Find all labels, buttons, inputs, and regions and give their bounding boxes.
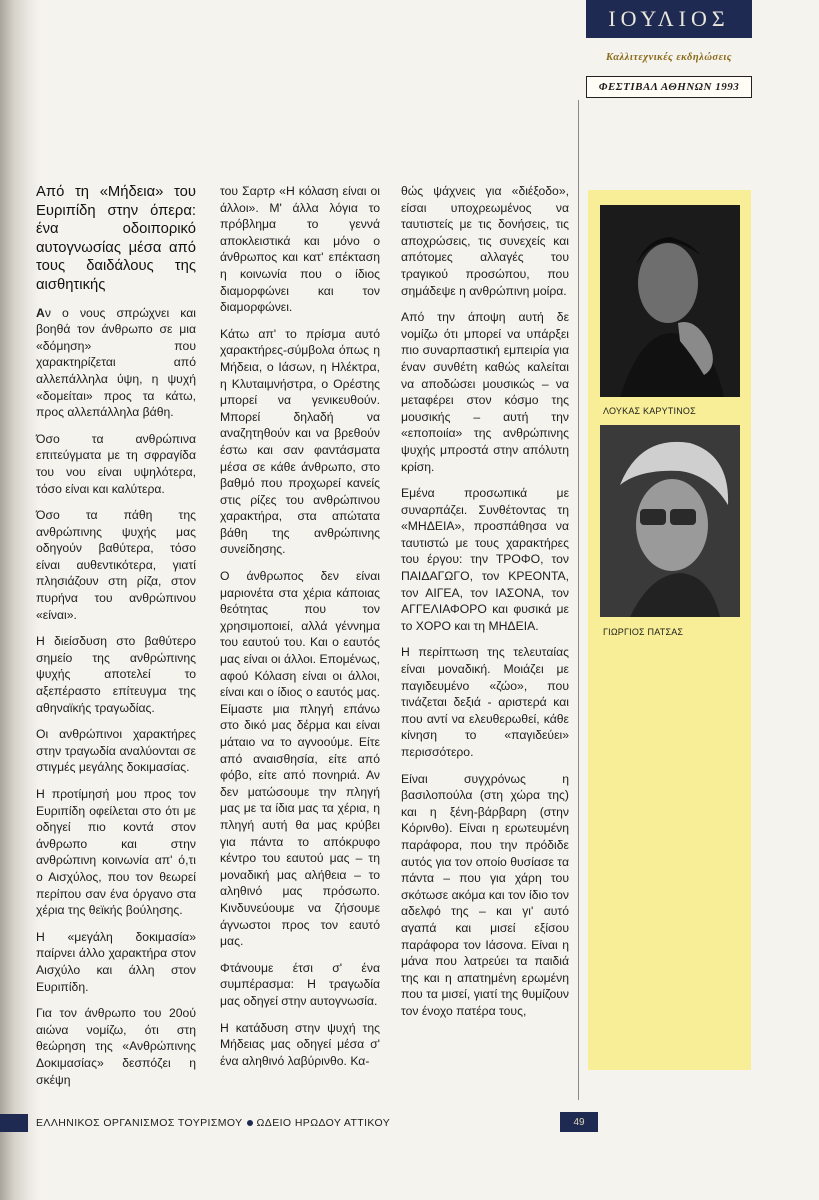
footer-venue: ΩΔΕΙΟ ΗΡΩΔΟΥ ΑΤΤΙΚΟΥ [256,1117,391,1129]
paragraph: Ο άνθρωπος δεν είναι μαριονέτα στα χέρια κάποιας θεότητας που τον χρησιμοποιεί, αλλά γέννημα του εαυτού του. Και ο εαυτός μας είναι οι άλλοι. Επομένως, αφού Κόλαση είναι οι άλλοι, είναι και ο ίδιος ο εαυτός μας. Είμαστε μια πληγή επάνω στο δικό μας δέρμα και είναι μάταιο να το αγνοούμε. Είτε από αναισθησία, είτε από φόβο, είτε από πονηριά. Αν δεν ματώσουμε την πληγή μας με τα ίδια μας τα χέρια, η πληγή αυτή θα μας κρύβει για πάντα το απόκρυφο κέντρο του εαυτού μας – τη μοναδική μας αλήθεια – το αληθινό μας πρόσωπο. Κινδυνεύουμε να ζήσουμε άγνωστοι προς τον εαυτό μας. [220,569,380,949]
article-column-2 [220,183,380,1079]
paragraph: Η «μεγάλη δοκιμασία» παίρνει άλλο χαρακτήρα στον Αισχύλο και άλλη στον Ευριπίδη. [36,929,196,994]
bullet-icon [247,1120,253,1126]
paragraph: Όσο τα πάθη της ανθρώπινης ψυχής μας οδηγούν βαθύτερα, τόσο είναι αυθεντικότερα, γιατί πλησιάζουν στη ρίζα, στον πυρήνα του ανθρώπινου «είναι». [36,508,196,622]
paragraph: του Σαρτρ «Η κόλαση είναι οι άλλοι». Μ' άλλα λόγια το πρόβλημα το γεννά αποκλειστικά και μόνο ο άνθρωπος και κατ' επέκταση η κοινωνία που ο ίδιος διαμορφώνει και τον διαμορφώνει. [220,184,380,315]
article-column-1 [36,183,196,1098]
paragraph: Για τον άνθρωπο του 20ού αιώνα νομίζω, ότι στη θεώρηση της «Ανθρώπινης Δοκιμασίας» δεσπόζει η σκέψη [36,1006,196,1087]
paragraph: θώς ψάχνεις για «διέξοδο», είσαι υποχρεωμένος να ταυτιστείς με τις δονήσεις, τις αποχρώσεις, τις συνεχείς και απότομες αλλαγές του τραγικού προσώπου, που σημάδεψε η ανθρώπινη μοίρα. [401,184,569,298]
portrait-illustration [600,205,740,397]
paragraph: Κάτω απ' το πρίσμα αυτό χαρακτήρες-σύμβολα όπως η Μήδεια, ο Ιάσων, η Ηλέκτρα, η Κλυταιμνήστρα, ο Ορέστης μπορεί να γενικευθούν. Μπορεί δηλαδή να αναζητηθούν και να βρεθούν έστω και σαν φαντάσματα μέσα σε κάθε άνθρωπο, στο βαθμό που προχωρεί κανείς στις ρίζες του ανθρώπινου χαρακτήρα, στα απώτατα βάθη της ανθρώπινης συνείδησης. [220,326,380,557]
month-banner [586,0,752,38]
column-divider [578,100,579,1100]
page-number: 49 [560,1112,598,1132]
paragraph: Όσο τα ανθρώπινα επιτεύγματα με τη σφραγίδα του νου είναι υψηλότερα, τόσο είναι και καλύτερα. [36,431,196,496]
page-gutter-shadow [0,0,40,1200]
paragraph: Είναι συγχρόνως η βασιλοπούλα (στη χώρα της) και η ξένη-βάρβαρη (στην Κόρινθο). Είναι η ερωτευμένη παράφορα, που την πρόδιδε αυτός για τον οποίο θυσίασε τα πάντα – που για χάρη του σκότωσε ακόμα και τον ίδιο τον αδελφό της – και γι' αυτό αγαπά και μισεί εξίσου παράφορα τον Ιάσονα. Είναι η μάνα που λατρεύει τα παιδιά της και η απατημένη ερωμένη που τα μισεί, γιατί της θυμίζουν τον ένοχο πατέρα τους, [401,771,569,1018]
paragraph: Από την άποψη αυτή δε νομίζω ότι μπορεί να υπάρξει πιο συναρπαστική εμπειρία για έναν συνθέτη καθώς καλείται να αποδώσει μουσικώς – να μεταφέρει στον κόσμο της μουσικής – αυτή την «εποποιία» της ανθρώπινης ψυχής μπροστά στην απόλυτη κρίση. [401,310,569,474]
paragraph: Οι ανθρώπινοι χαρακτήρες στην τραγωδία αναλύονται σε στιγμές μεγάλης δοκιμασίας. [36,727,196,775]
photo-caption: ΛΟΥΚΑΣ ΚΑΡΥΤΙΝΟΣ [603,406,696,416]
paragraph: Η διείσδυση στο βαθύτερο σημείο της ανθρώπινης ψυχής αποτελεί το αξεπέραστο επίτευγμα της αθηναϊκής τραγωδίας. [36,634,196,715]
paragraph: Η περίπτωση της τελευταίας είναι μοναδική. Μοιάζει με παγιδευμένο «ζώο», που τινάζεται δεξιά - αριστερά και που αντί να ελευθερωθεί, κάθε κίνηση το «παγιδεύει» περισσότερο. [401,645,569,759]
paragraph: Φτάνουμε έτσι σ' ένα συμπέρασμα: Η τραγωδία μας οδηγεί στην αυτογνωσία. [220,960,380,1008]
footer-accent-bar [0,1114,28,1132]
article-column-3 [401,183,569,1030]
portrait-photo [600,205,740,397]
article-headline: Από τη «Μήδεια» του Ευριπίδη στην όπερα: ένα οδοιπορικό αυτογνωσίας μέσα από τους δαιδάλους της αισθητικής [36,184,196,293]
festival-label: ΦΕΣΤΙΒΑΛ ΑΘΗΝΩΝ 1993 [586,76,752,98]
portrait-illustration [600,425,740,617]
paragraph: Εμένα προσωπικά με συναρπάζει. Συνθέτοντας τη «ΜΗΔΕΙΑ», προσπάθησα να ταυτιστώ με τους χαρακτήρες του έργου: την ΤΡΟΦΟ, τον ΠΑΙΔΑΓΩΓΟ, τον ΚΡΕΟΝΤΑ, τον ΑΙΓΕΑ, τον ΙΑΣΟΝΑ, τον ΑΓΓΕΛΙΑΦΟΡΟ και φυσικά με το ΧΟΡΟ και τη ΜΗΔΕΙΑ. [401,486,569,633]
photo-caption: ΓΙΩΡΓΙΟΣ ΠΑΤΣΑΣ [603,627,684,637]
footer-credits [36,1117,390,1129]
paragraph: Η προτίμησή μου προς τον Ευριπίδη οφείλεται στο ότι με οδηγεί πιο κοντά στον άνθρωπο και στην ανθρώπινη κοινωνία απ' ό,τι ο Αισχύλος, που τον θεωρεί περίπου σαν ένα όργανο στα χέρια της θεϊκής βούλησης. [36,787,196,918]
month-title: ΙΟΥΛΙΟΣ [608,6,730,31]
drop-cap: Α [36,305,45,320]
section-subtitle: Καλλιτεχνικές εκδηλώσεις [606,52,732,63]
footer-organization: ΕΛΛΗΝΙΚΟΣ ΟΡΓΑΝΙΣΜΟΣ ΤΟΥΡΙΣΜΟΥ [36,1117,243,1129]
paragraph: Η κατάδυση στην ψυχή της Μήδειας μας οδηγεί μέσα σ' ένα αληθινό λαβύρινθο. Κα- [220,1020,380,1068]
paragraph: Αν ο νους σπρώχνει και βοηθά τον άνθρωπο σε μια «δόμηση» που χαρακτηρίζεται από αλλεπάλληλα ύψη, η ψυχή «δομείται» προς τα κάτω, προς αλλεπάλληλα βάθη. [36,305,196,420]
portrait-photo [600,425,740,617]
